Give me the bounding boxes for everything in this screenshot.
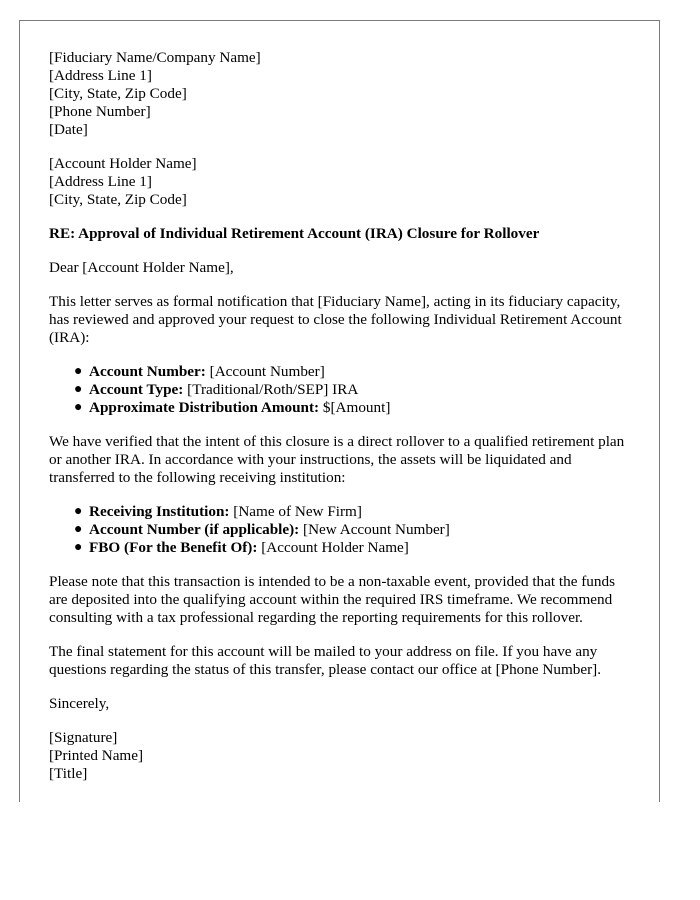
letter-date: [Date] <box>49 121 88 138</box>
subject-line: RE: Approval of Individual Retirement Account (IRA) Closure for Rollover <box>49 225 540 242</box>
letter-page <box>19 20 660 802</box>
list-item <box>74 363 630 381</box>
list-item-label: Account Number (if applicable): <box>89 521 300 538</box>
signature-line: [Signature] <box>49 729 118 746</box>
recipient-block <box>49 155 630 209</box>
rollover-paragraph: We have verified that the intent of this closure is a direct rollover to a qualified retirement plan or another IRA. In accordance with your instructions, the assets will be liquidated and transferred to the following receiving institution: <box>49 433 625 486</box>
list-item <box>74 521 630 539</box>
closing-paragraph: The final statement for this account will be mailed to your address on file. If you have any questions regarding the status of this transfer, please contact our office at [Phone Number]. <box>49 643 602 678</box>
list-item-value: [Traditional/Roth/SEP] IRA <box>183 381 359 398</box>
recipient-city-state-zip: [City, State, Zip Code] <box>49 191 187 208</box>
bullet-icon: ● <box>74 504 83 519</box>
list-item <box>74 539 630 557</box>
intro-paragraph: This letter serves as formal notification that [Fiduciary Name], acting in its fiduciary capacity, has reviewed and approved your request to close the following Individual Retirement Account (IRA): <box>49 293 622 346</box>
list-item-value: [New Account Number] <box>299 521 450 538</box>
list-item <box>74 399 630 417</box>
account-details-list <box>49 363 630 417</box>
signer-title: [Title] <box>49 765 88 782</box>
bullet-icon: ● <box>74 364 83 379</box>
bullet-icon: ● <box>74 540 83 555</box>
signature-block <box>49 729 630 783</box>
tax-paragraph: Please note that this transaction is intended to be a non-taxable event, provided that the funds are deposited into the qualifying account within the required IRS timeframe. We recommend consulting with a tax professional regarding the reporting requirements for this rollover. <box>49 573 616 626</box>
recipient-name: [Account Holder Name] <box>49 155 197 172</box>
sender-name: [Fiduciary Name/Company Name] <box>49 49 261 66</box>
printed-name: [Printed Name] <box>49 747 144 764</box>
list-item <box>74 503 630 521</box>
bullet-icon: ● <box>74 382 83 397</box>
sender-block <box>49 49 630 139</box>
list-item-label: Receiving Institution: <box>89 503 230 520</box>
bullet-icon: ● <box>74 522 83 537</box>
list-item-label: Account Number: <box>89 363 206 380</box>
sender-phone: [Phone Number] <box>49 103 151 120</box>
salutation: Dear [Account Holder Name], <box>49 259 234 276</box>
list-item-value: [Account Number] <box>205 363 325 380</box>
sender-city-state-zip: [City, State, Zip Code] <box>49 85 187 102</box>
receiving-details-list <box>49 503 630 557</box>
list-item-label: Approximate Distribution Amount: <box>89 399 320 416</box>
list-item-label: FBO (For the Benefit Of): <box>89 539 258 556</box>
list-item <box>74 381 630 399</box>
recipient-address-line-1: [Address Line 1] <box>49 173 152 190</box>
list-item-value: [Name of New Firm] <box>229 503 362 520</box>
list-item-value: $[Amount] <box>319 399 391 416</box>
list-item-value: [Account Holder Name] <box>257 539 409 556</box>
closing-line: Sincerely, <box>49 695 110 712</box>
list-item-label: Account Type: <box>89 381 184 398</box>
sender-address-line-1: [Address Line 1] <box>49 67 152 84</box>
bullet-icon: ● <box>74 400 83 415</box>
